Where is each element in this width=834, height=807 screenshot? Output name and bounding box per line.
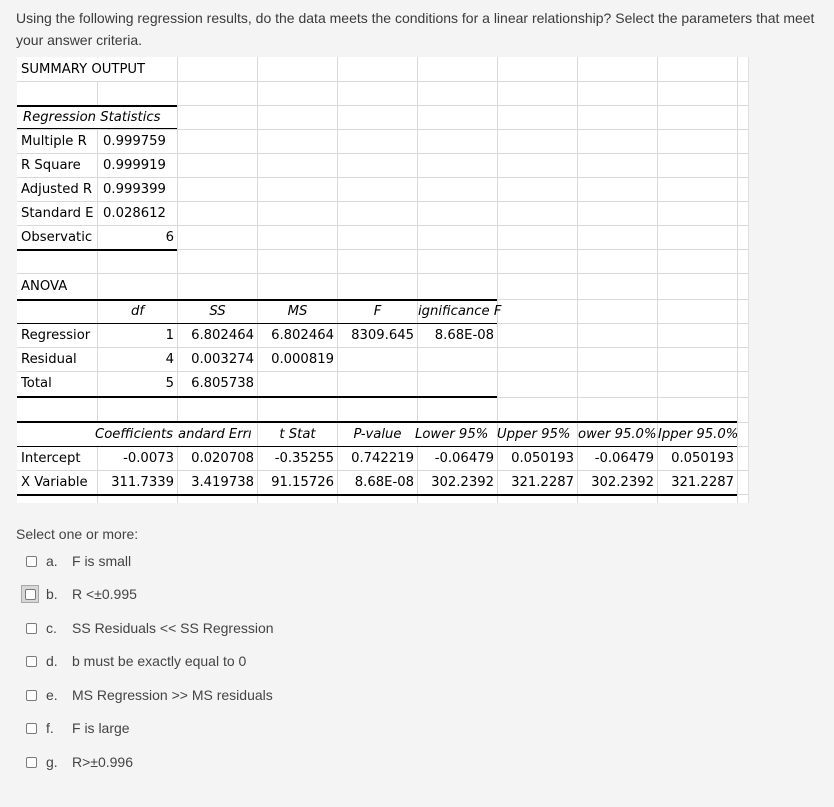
checkbox-g[interactable] <box>26 757 37 768</box>
coef-row-label: X Variable <box>21 475 88 490</box>
option-d[interactable] <box>24 650 246 672</box>
anova-cell: 8309.645 <box>351 328 414 343</box>
option-text: b must be exactly equal to 0 <box>72 653 247 669</box>
anova-cell: 0.000819 <box>271 352 334 367</box>
reg-stat-value: 0.999399 <box>103 182 166 197</box>
coef-cell: 3.419738 <box>191 475 254 490</box>
coef-header: Lower 95% <box>415 423 497 447</box>
option-letter: a. <box>46 553 58 569</box>
coef-header: andard Errı <box>178 427 252 442</box>
reg-stat-label: Observatic <box>21 230 93 245</box>
anova-cell: 6.805738 <box>191 376 254 391</box>
checkbox-d[interactable] <box>26 656 37 667</box>
coef-cell: -0.35255 <box>274 451 334 466</box>
coef-header: Ipper 95.0% <box>658 427 739 442</box>
coef-header: Upper 95% <box>497 427 571 442</box>
anova-cell: 6.802464 <box>271 328 334 343</box>
option-b[interactable] <box>24 583 137 605</box>
coef-cell: -0.06479 <box>434 451 494 466</box>
anova-cell: 0.003274 <box>191 352 254 367</box>
option-letter: d. <box>46 653 58 669</box>
coef-cell: 8.68E-08 <box>354 475 414 490</box>
anova-header: SS <box>209 304 226 319</box>
coef-header: Coefficients <box>95 423 178 447</box>
anova-row-label: Residual <box>21 352 77 367</box>
anova-header: MS <box>287 304 308 319</box>
option-letter: g. <box>46 754 58 770</box>
checkbox-e[interactable] <box>26 690 37 701</box>
option-a[interactable] <box>24 550 131 572</box>
coef-row-label: Intercept <box>21 451 81 466</box>
summary-output-title: SUMMARY OUTPUT <box>21 62 146 77</box>
checkbox-b[interactable] <box>25 589 36 600</box>
coef-cell: 302.2392 <box>431 475 494 490</box>
anova-row-label: Regressior <box>21 328 91 343</box>
checkbox-f[interactable] <box>26 723 37 734</box>
question-text: Using the following regression results, do the data meets the conditions for a linear relationship? Select the parameters that meet your answer criteria. <box>16 10 815 48</box>
anova-cell: 1 <box>165 328 174 343</box>
reg-stat-label: Multiple R <box>21 134 87 149</box>
reg-stat-label: R Square <box>21 158 81 173</box>
coef-cell: 0.742219 <box>351 451 414 466</box>
coef-cell: 302.2392 <box>591 475 654 490</box>
coef-cell: 0.050193 <box>511 451 574 466</box>
reg-stat-value: 0.999759 <box>103 134 166 149</box>
anova-header: ignificance F <box>418 304 502 319</box>
select-prompt: Select one or more: <box>16 526 139 542</box>
option-g[interactable] <box>24 751 133 773</box>
anova-cell: 4 <box>165 352 174 367</box>
coef-header: t Stat <box>279 427 316 442</box>
anova-cell: 5 <box>165 376 174 391</box>
regression-statistics-header: Regression Statistics <box>23 110 161 125</box>
coef-header: P-value <box>353 427 402 442</box>
reg-stat-label: Standard E <box>21 206 94 221</box>
option-letter: b. <box>46 586 58 602</box>
coef-cell: 0.050193 <box>671 451 734 466</box>
coef-cell: 311.7339 <box>111 475 174 490</box>
anova-row-label: Total <box>21 376 52 391</box>
coef-header: ower 95.0% <box>578 427 657 442</box>
coef-cell: 321.2287 <box>511 475 574 490</box>
option-letter: c. <box>46 620 57 636</box>
anova-cell: 6.802464 <box>191 328 254 343</box>
checkbox-a[interactable] <box>26 556 37 567</box>
anova-header: df <box>130 304 144 319</box>
coef-cell: 321.2287 <box>671 475 734 490</box>
anova-header: F <box>373 304 382 319</box>
anova-cell: 8.68E-08 <box>434 328 494 343</box>
option-text: MS Regression >> MS residuals <box>72 687 273 703</box>
reg-stat-value: 6 <box>165 230 174 245</box>
reg-stat-value: 0.999919 <box>103 158 166 173</box>
checkbox-c[interactable] <box>26 623 37 634</box>
option-text: F is large <box>72 720 130 736</box>
option-e[interactable] <box>24 684 273 706</box>
option-letter: f. <box>46 720 54 736</box>
option-letter: e. <box>46 687 58 703</box>
option-f[interactable] <box>24 717 130 739</box>
option-c[interactable] <box>24 617 274 639</box>
option-text: R>±0.996 <box>72 754 134 770</box>
coef-cell: 91.15726 <box>271 475 334 490</box>
coef-cell: -0.06479 <box>594 451 654 466</box>
option-text: F is small <box>72 553 132 569</box>
reg-stat-value: 0.028612 <box>103 206 166 221</box>
anova-title: ANOVA <box>21 279 68 294</box>
option-text: R <±0.995 <box>72 586 137 602</box>
coef-cell: 0.020708 <box>191 451 254 466</box>
option-text: SS Residuals << SS Regression <box>72 620 274 636</box>
coef-cell: -0.0073 <box>123 451 174 466</box>
regression-output-image <box>17 57 749 503</box>
reg-stat-label: Adjusted R <box>21 182 93 197</box>
